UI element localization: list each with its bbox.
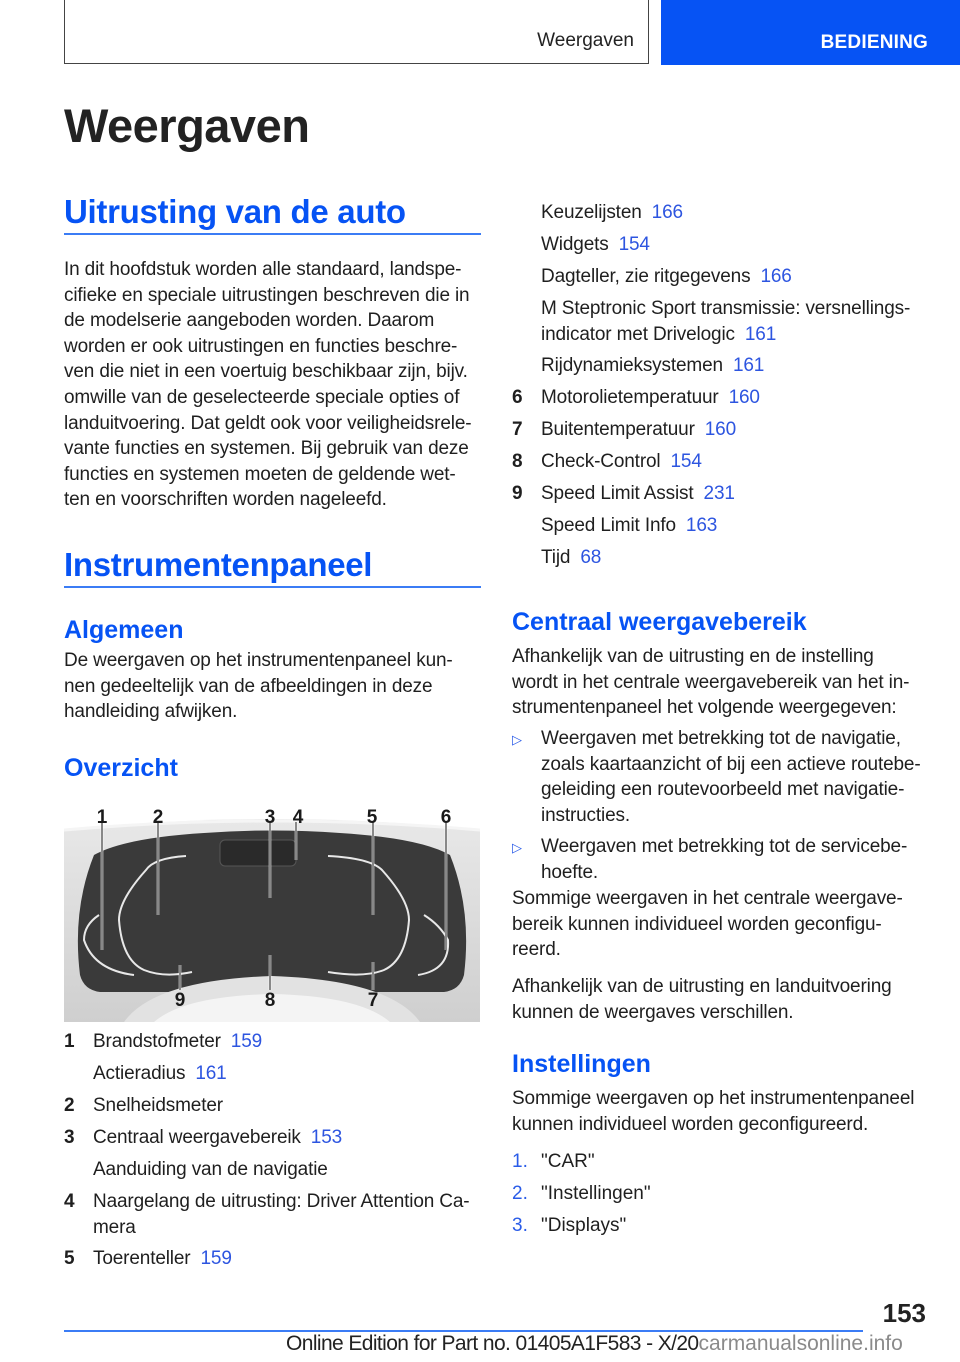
legend-number: 1: [64, 1031, 75, 1052]
text-line: kunnen de weergaves verschillen.: [512, 1001, 794, 1023]
legend-label: Check-Control: [541, 451, 661, 472]
page-title: Weergaven: [64, 99, 310, 152]
legend-item: [512, 296, 936, 348]
legend-number: 6: [512, 387, 523, 408]
heading-instellingen: Instellingen: [512, 1050, 651, 1078]
legend-number: 4: [64, 1191, 75, 1212]
legend-number: 9: [512, 483, 523, 504]
footer-edition: [286, 1332, 903, 1356]
legend-number: 3: [64, 1127, 75, 1148]
text-line: strumentenpaneel het volgende weergegeven:: [512, 697, 897, 719]
legend-label: Centraal weergavebereik: [93, 1127, 301, 1148]
header-section-box: [64, 0, 649, 64]
text-line: wordt in het centrale weergavebereik van het in-: [512, 671, 910, 693]
legend-label-continued: mera: [93, 1216, 136, 1238]
step-label: "CAR": [541, 1151, 595, 1172]
legend-label: Naargelang de uitrusting: Driver Attention Ca-: [93, 1191, 470, 1212]
page-reference-link[interactable]: 163: [685, 515, 718, 536]
legend-label: Speed Limit Info: [541, 515, 676, 536]
text-line: handleiding afwijken.: [64, 701, 238, 723]
header-section-title: Weergaven: [537, 30, 634, 51]
legend-label: Rijdynamieksystemen: [541, 355, 723, 376]
page-reference-link[interactable]: 166: [760, 266, 792, 287]
text-line: Afhankelijk van de uitrusting en landuitvoering: [512, 976, 892, 997]
legend-item: [64, 1125, 484, 1151]
step-item: [512, 1181, 932, 1207]
figure-label-2: 2: [152, 807, 164, 828]
step-number: 2.: [512, 1183, 528, 1204]
text-line: reerd.: [512, 939, 561, 961]
legend-item: [512, 449, 936, 475]
triangle-right-icon: ▷: [512, 840, 522, 855]
page-reference-link[interactable]: 161: [744, 323, 777, 345]
text-line: kunnen individueel worden geconfigureerd.: [512, 1113, 869, 1135]
legend-label: Dagteller, zie ritgegevens: [541, 266, 751, 287]
text-line: ven die niet in een voertuig beschikbaar zijn, bijv.: [64, 361, 468, 383]
heading-centraal-weergavebereik: Centraal weergavebereik: [512, 608, 807, 636]
legend-number: 7: [512, 419, 523, 440]
heading-uitrusting: Uitrusting van de auto: [64, 193, 406, 230]
legend-number: 8: [512, 451, 523, 472]
text-line: Weergaven met betrekking tot de navigatie,: [541, 728, 901, 749]
text-line: worden er ook uitrustingen en functies beschre-: [64, 335, 458, 357]
instrument-cluster-illustration: [64, 800, 480, 1022]
text-line: In dit hoofdstuk worden alle standaard, landspe-: [64, 259, 462, 280]
legend-item: [512, 545, 936, 571]
text-line: Weergaven met betrekking tot de servicebe-: [541, 836, 908, 857]
heading-rule: [64, 233, 481, 235]
legend-item: [64, 1029, 484, 1055]
text-line: omwille van de geselecteerde speciale opties of: [64, 386, 460, 408]
page-reference-link[interactable]: 68: [580, 547, 602, 568]
text-line: hoefte.: [541, 861, 599, 883]
heading-rule: [64, 586, 481, 588]
legend-item: [512, 417, 936, 443]
legend-number: 5: [64, 1248, 75, 1269]
step-number: 3.: [512, 1215, 528, 1236]
text-line: ten en voorschriften worden nageleefd.: [64, 489, 387, 511]
page-reference-link[interactable]: 166: [651, 202, 683, 223]
step-label: "Displays": [541, 1215, 627, 1236]
legend-item: [64, 1093, 484, 1119]
legend-item: [512, 200, 936, 226]
legend-label: Tijd: [541, 547, 571, 568]
text-line: de modelserie aangeboden worden. Daarom: [64, 310, 435, 332]
legend-label: Toerenteller: [93, 1248, 191, 1269]
step-label: "Instellingen": [541, 1183, 651, 1204]
legend-item: [512, 481, 936, 507]
paragraph-centraal-variants: [512, 974, 942, 1025]
text-line: cifieke en speciale uitrustingen beschreven die in: [64, 284, 470, 306]
step-item: [512, 1149, 932, 1175]
legend-item: [512, 513, 936, 539]
figure-label-5: 5: [366, 807, 378, 828]
figure-label-1: 1: [96, 807, 108, 828]
legend-label: Buitentemperatuur: [541, 419, 695, 440]
page-reference-link[interactable]: 153: [310, 1127, 343, 1148]
text-line: Afhankelijk van de uitrusting en de instelling: [512, 646, 874, 667]
legend-label: M Steptronic Sport transmissie: versnellings-: [541, 298, 911, 319]
heading-instrumentenpaneel: Instrumentenpaneel: [64, 546, 373, 583]
page-reference-link[interactable]: 159: [200, 1248, 232, 1269]
legend-label: Brandstofmeter: [93, 1031, 221, 1052]
legend-item: [512, 353, 936, 379]
heading-algemeen: Algemeen: [64, 616, 184, 644]
legend-label: Motorolietemperatuur: [541, 387, 719, 408]
figure-label-9: 9: [174, 990, 186, 1011]
legend-label: Speed Limit Assist: [541, 483, 694, 504]
page-reference-link[interactable]: 160: [704, 419, 737, 440]
legend-number: 2: [64, 1095, 75, 1116]
figure-label-7: 7: [367, 990, 379, 1011]
text-line: bereik kunnen individueel worden geconfigu-: [512, 913, 882, 935]
page-reference-link[interactable]: 159: [230, 1031, 263, 1052]
text-line: Sommige weergaven op het instrumentenpaneel: [512, 1088, 915, 1109]
heading-overzicht: Overzicht: [64, 754, 178, 782]
header-chapter-label: BEDIENING: [820, 32, 928, 53]
bullet-item: [512, 834, 942, 886]
text-line: instructies.: [541, 804, 631, 826]
legend-label-continued: indicator met Drivelogic: [541, 323, 735, 345]
bullet-item: [512, 726, 942, 830]
legend-item: [64, 1061, 484, 1087]
legend-label: Aanduiding van de navigatie: [93, 1159, 328, 1180]
text-line: geleiding een routevoorbeeld met navigatie-: [541, 779, 905, 801]
header-chapter-tab[interactable]: [661, 0, 960, 65]
page-reference-link[interactable]: 154: [670, 451, 702, 472]
paragraph-centraal-config: [512, 886, 942, 963]
legend-label: Actieradius: [93, 1063, 186, 1084]
step-number: 1.: [512, 1151, 528, 1172]
triangle-right-icon: ▷: [512, 732, 522, 747]
legend-item: [64, 1157, 484, 1183]
paragraph-centraal-intro: [512, 644, 942, 721]
step-item: [512, 1213, 932, 1239]
page-reference-link[interactable]: 161: [732, 355, 765, 376]
page-number: 153: [882, 1298, 926, 1328]
legend-item: [512, 232, 936, 258]
text-line: De weergaven op het instrumentenpaneel kun-: [64, 650, 453, 671]
watermark-text: carmanualsonline.info: [698, 1332, 903, 1355]
legend-item: [512, 385, 936, 411]
legend-label: Keuzelijsten: [541, 202, 642, 223]
text-line: vante functies en systemen. Bij gebruik van deze: [64, 438, 469, 460]
page-reference-link[interactable]: 160: [728, 387, 760, 408]
page-reference-link[interactable]: 231: [703, 483, 735, 504]
figure-label-8: 8: [264, 990, 276, 1011]
paragraph-instellingen: [512, 1086, 942, 1137]
text-line: Sommige weergaven in het centrale weergave-: [512, 888, 903, 909]
legend-label: Snelheidsmeter: [93, 1095, 223, 1116]
figure-label-3: 3: [264, 807, 276, 828]
legend-item: [64, 1246, 484, 1272]
instrument-cluster-figure: [64, 800, 480, 1022]
legend-item: [64, 1189, 484, 1241]
text-line: nen gedeeltelijk van de afbeeldingen in deze: [64, 675, 433, 697]
page-reference-link[interactable]: 161: [195, 1063, 227, 1084]
footer-edition-text: Online Edition for Part no. 01405A1F583 - X/20: [286, 1332, 699, 1355]
figure-label-6: 6: [440, 807, 452, 828]
page-reference-link[interactable]: 154: [618, 234, 650, 255]
paragraph-uitrusting: [64, 257, 484, 513]
paragraph-algemeen: [64, 648, 484, 725]
text-line: zoals kaartaanzicht of bij een actieve routebe-: [541, 753, 921, 775]
legend-item: [512, 264, 936, 290]
legend-label: Widgets: [541, 234, 609, 255]
text-line: landuitvoering. Dat geldt ook voor veiligheidsrele-: [64, 412, 472, 434]
text-line: functies en systemen moeten de geldende wet-: [64, 463, 456, 485]
figure-label-4: 4: [292, 807, 304, 828]
